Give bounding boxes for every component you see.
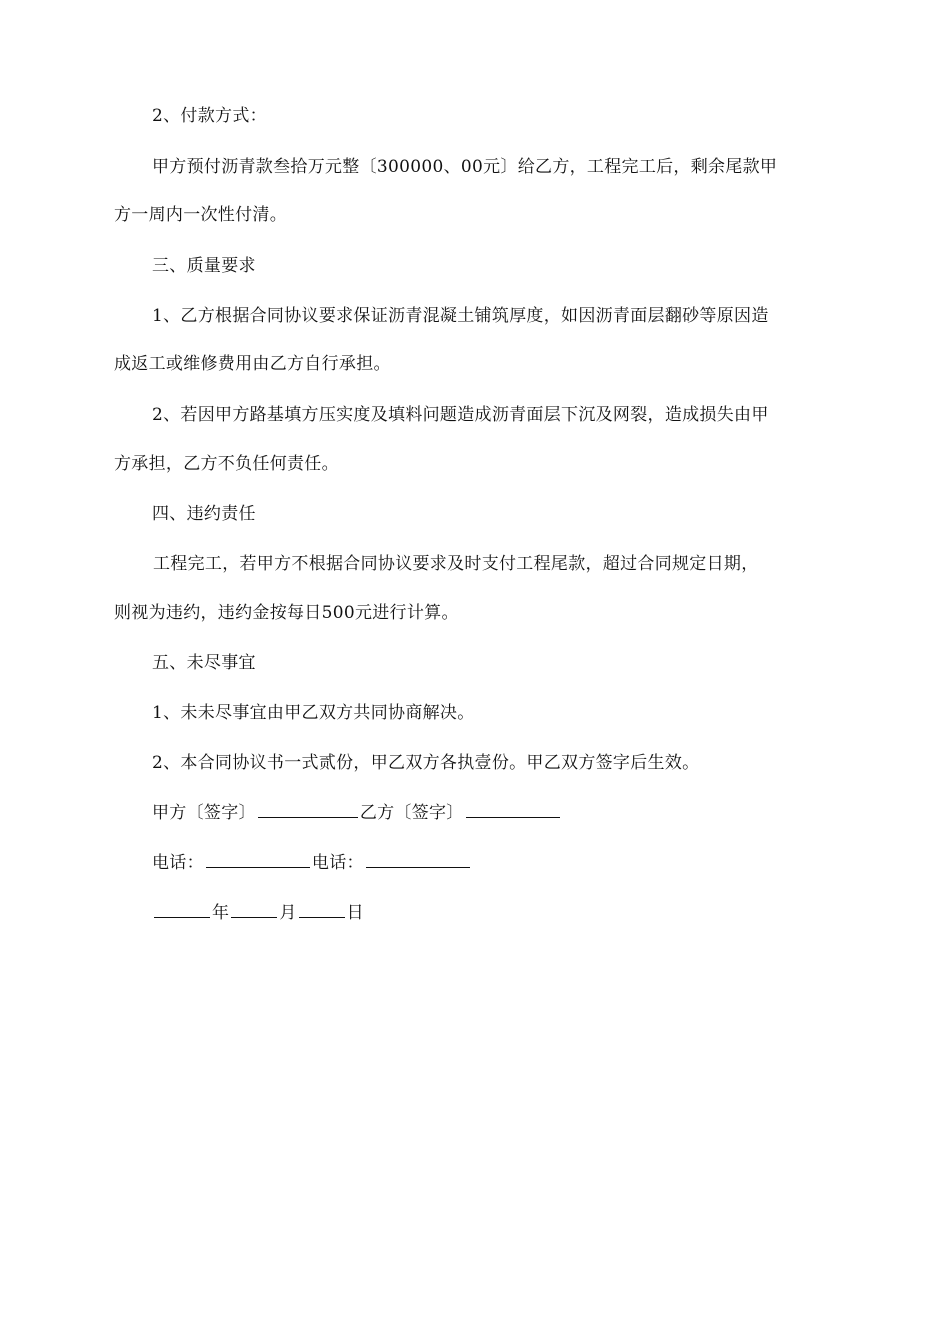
- year-blank: [154, 901, 210, 918]
- paragraph-line: 2、本合同协议书一式贰份，甲乙双方各执壹份。甲乙双方签字后生效。: [152, 753, 700, 773]
- section-misc-heading: 五、未尽事宜: [152, 653, 256, 673]
- month-blank: [231, 901, 277, 918]
- paragraph-line: 1、乙方根据合同协议要求保证沥青混凝土铺筑厚度，如因沥青面层翻砂等原因造: [152, 306, 769, 326]
- paragraph-line: 则视为违约，违约金按每日500元进行计算。: [114, 603, 459, 623]
- paragraph-line: 2、若因甲方路基填方压实度及填料问题造成沥青面层下沉及网裂，造成损失由甲: [152, 405, 769, 425]
- phone-a-blank: [206, 851, 310, 868]
- paragraph-line: 方承担，乙方不负任何责任。: [114, 454, 339, 474]
- phone-label-a: 电话：: [152, 853, 204, 873]
- date-line: [152, 901, 364, 925]
- section-quality-heading: 三、质量要求: [152, 256, 256, 276]
- phone-line: [152, 851, 472, 875]
- paragraph-line: 成返工或维修费用由乙方自行承担。: [114, 354, 391, 374]
- paragraph-line: 工程完工，若甲方不根据合同协议要求及时支付工程尾款，超过合同规定日期，: [153, 554, 759, 574]
- party-b-blank: [466, 801, 560, 818]
- section-breach-heading: 四、违约责任: [152, 504, 256, 524]
- signature-line: [152, 801, 562, 825]
- party-a-blank: [258, 801, 358, 818]
- day-blank: [299, 901, 345, 918]
- party-b-label: 乙方〔签字〕: [359, 803, 464, 823]
- section-payment-heading: 2、付款方式：: [152, 106, 267, 126]
- phone-label-b: 电话：: [311, 853, 364, 873]
- day-label: 日: [346, 903, 364, 923]
- month-label: 月: [279, 903, 297, 923]
- paragraph-line: 1、未未尽事宜由甲乙双方共同协商解决。: [152, 703, 475, 723]
- party-a-label: 甲方〔签字〕: [152, 803, 256, 823]
- phone-b-blank: [366, 851, 470, 868]
- year-label: 年: [212, 903, 230, 923]
- paragraph-line: 甲方预付沥青款叁拾万元整〔300000、00元〕给乙方，工程完工后，剩余尾款甲: [152, 157, 778, 177]
- paragraph-line: 方一周内一次性付清。: [114, 205, 287, 225]
